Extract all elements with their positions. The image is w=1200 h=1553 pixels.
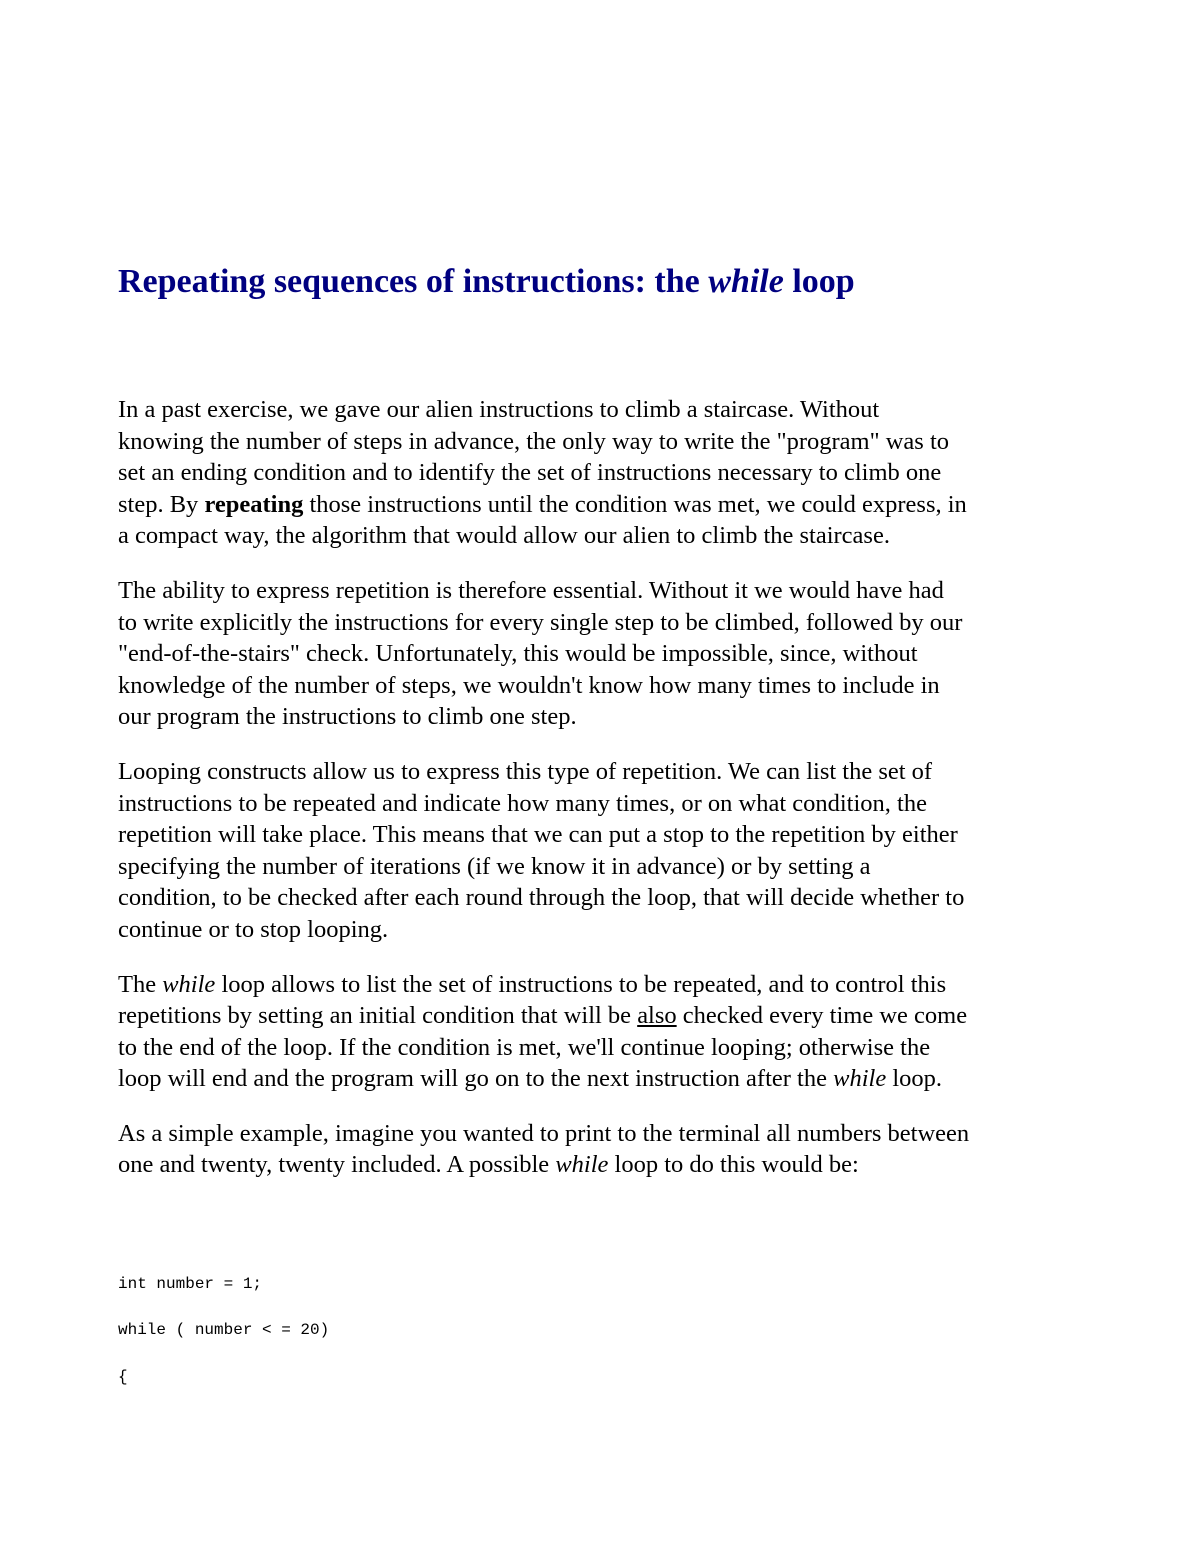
text-line: In a past exercise, we gave our alien instructions to climb a staircase. Without — [118, 396, 880, 423]
text-line: specifying the number of iterations (if we know it in advance) or by setting a — [118, 852, 871, 880]
paragraph-spacer — [118, 552, 1093, 575]
code-line-open-brace: { — [118, 1368, 128, 1386]
text-run: step. By — [118, 490, 205, 518]
italic-keyword-while: while — [162, 970, 216, 998]
bold-term-repeating: repeating — [204, 490, 304, 518]
text-run: loop. — [886, 1065, 943, 1093]
text-line: instructions to be repeated and indicate how many times, or on what condition, the — [118, 789, 927, 817]
text-line: repetition will take place. This means that we can put a stop to the repetition by either — [118, 821, 958, 849]
paragraph-spacer — [118, 733, 1093, 756]
title-text-start: Repeating sequences of instructions: the — [118, 263, 709, 300]
text-line — [118, 1063, 1093, 1095]
underlined-term-also: also — [637, 1002, 677, 1030]
text-line: a compact way, the algorithm that would allow our alien to climb the staircase. — [118, 522, 890, 550]
text-line: The ability to express repetition is therefore essential. Without it we would have had — [118, 576, 944, 604]
paragraph-looping-constructs — [118, 756, 1093, 946]
text-line: As a simple example, imagine you wanted to print to the terminal all numbers between — [118, 1119, 970, 1147]
title-keyword-while: while — [708, 263, 784, 300]
text-run: repetitions by setting an initial condition that will be — [118, 1002, 638, 1030]
text-line: condition, to be checked after each round through the loop, that will decide whether to — [118, 884, 965, 912]
text-line — [118, 1000, 1093, 1032]
text-line: knowing the number of steps in advance, the only way to write the "program" was to — [118, 427, 950, 455]
paragraph-alien-staircase — [118, 394, 1093, 552]
paragraph-spacer — [118, 946, 1093, 969]
paragraph-repetition-essential — [118, 575, 1093, 733]
text-line: set an ending condition and to identify the set of instructions necessary to climb one — [118, 459, 942, 487]
paragraph-simple-example — [118, 1118, 1093, 1181]
text-line: continue or to stop looping. — [118, 915, 389, 943]
text-run: loop will end and the program will go on to the next instruction after the — [118, 1065, 834, 1093]
page-title — [118, 258, 1098, 306]
italic-keyword-while: while — [833, 1065, 887, 1093]
paragraph-while-loop — [118, 969, 1093, 1095]
italic-keyword-while: while — [555, 1151, 609, 1179]
text-line — [118, 1149, 1093, 1181]
text-line: to the end of the loop. If the condition is met, we'll continue looping; otherwise the — [118, 1033, 931, 1061]
paragraph-spacer — [118, 1095, 1093, 1118]
code-line-declaration: int number = 1; — [118, 1275, 263, 1293]
text-run: The — [118, 970, 163, 998]
title-text-end: loop — [783, 263, 855, 300]
text-line: knowledge of the number of steps, we wouldn't know how many times to include in — [118, 671, 940, 699]
text-run: those instructions until the condition was met, we could express, in — [303, 490, 967, 518]
text-run: loop allows to list the set of instructions to be repeated, and to control this — [215, 970, 947, 998]
text-run: checked every time we come — [676, 1002, 968, 1030]
text-line: "end-of-the-stairs" check. Unfortunately, this would be impossible, since, without — [118, 640, 918, 668]
document-body — [118, 394, 1093, 1181]
code-line-while-condition: while ( number < = 20) — [118, 1321, 330, 1339]
text-run: loop to do this would be: — [608, 1151, 859, 1179]
text-line: Looping constructs allow us to express this type of repetition. We can list the set of — [118, 757, 933, 785]
text-run: one and twenty, twenty included. A possible — [118, 1151, 556, 1179]
text-line: our program the instructions to climb one step. — [118, 703, 577, 731]
text-line: to write explicitly the instructions for every single step to be climbed, followed by our — [118, 608, 963, 636]
text-line — [118, 969, 1093, 1001]
text-line — [118, 489, 1093, 521]
